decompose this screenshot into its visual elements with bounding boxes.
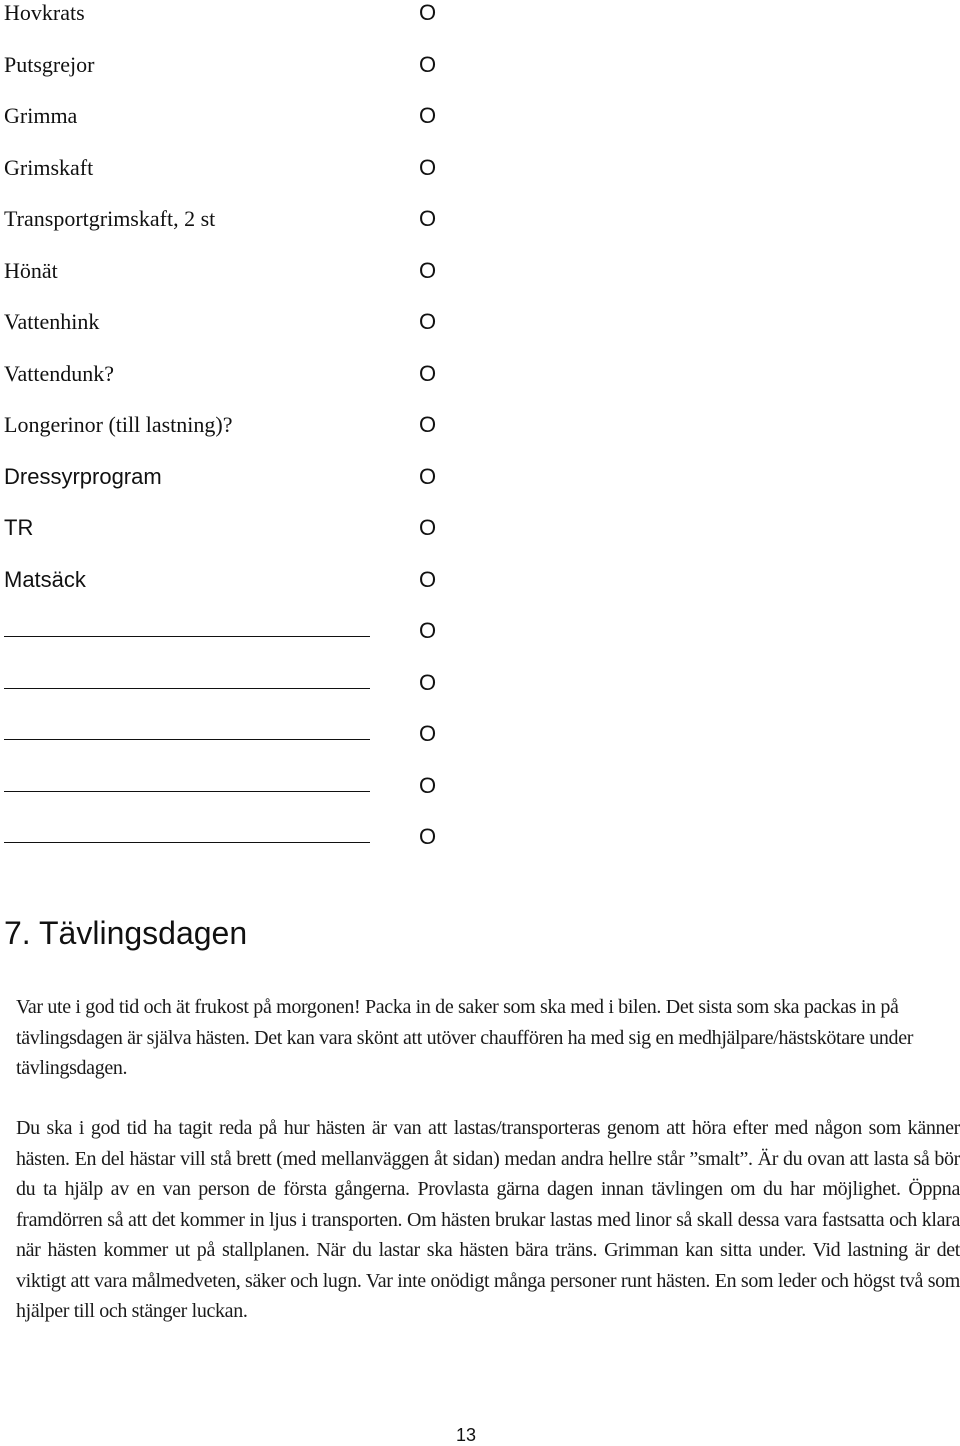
checkbox-circle[interactable]: O: [419, 257, 437, 283]
checklist-item-label: TR: [4, 515, 34, 540]
checkbox-circle[interactable]: O: [419, 51, 437, 77]
checklist-row-longerinor: [0, 412, 960, 464]
checklist-row-hovkrats: [0, 0, 960, 52]
checklist-blank-row: [0, 824, 960, 876]
checklist-item-label: Grimma: [4, 103, 78, 128]
checklist-row-tr: [0, 515, 960, 567]
checkbox-circle[interactable]: O: [419, 360, 437, 386]
checkbox-circle[interactable]: O: [419, 206, 437, 231]
checkbox-circle[interactable]: O: [419, 772, 437, 798]
checklist-row-vattendunk: [0, 361, 960, 413]
checklist-item-label: Vattendunk?: [4, 360, 114, 386]
blank-fill-in-line[interactable]: [4, 688, 370, 689]
checkbox-circle[interactable]: O: [419, 515, 437, 540]
blank-fill-in-line[interactable]: [4, 791, 370, 792]
page-number: 13: [455, 1425, 477, 1445]
checkbox-circle[interactable]: O: [419, 824, 437, 849]
body-paragraph: Var ute i god tid och ät frukost på morgonen! Packa in de saker som ska med i bilen. Det sista som ska packas in på tävlingsdagen är själva hästen. Det kan vara skönt att utöver chauffören ha med sig en medhjälpare/hästskötare under tävlingsdagen.: [16, 996, 914, 1079]
checklist-item-label: Longerinor (till lastning)?: [4, 412, 233, 437]
checklist-blank-row: [0, 618, 960, 670]
checklist-item-label: Matsäck: [4, 566, 86, 592]
checklist-item-label: Vattenhink: [4, 309, 100, 334]
checkbox-circle[interactable]: O: [419, 309, 437, 334]
section-heading: 7. Tävlingsdagen: [4, 915, 248, 951]
checklist-item-label: Hovkrats: [4, 0, 85, 25]
checkbox-circle[interactable]: O: [419, 412, 437, 437]
checkbox-circle[interactable]: O: [419, 463, 437, 489]
checklist-blank-row: [0, 721, 960, 773]
checklist-row-dressyrprogram: [0, 464, 960, 516]
checkbox-circle[interactable]: O: [419, 0, 437, 25]
checkbox-circle[interactable]: O: [419, 103, 437, 128]
checklist-row-honat: [0, 258, 960, 310]
checklist-row-matsack: [0, 567, 960, 619]
checkbox-circle[interactable]: O: [419, 669, 437, 695]
blank-fill-in-line[interactable]: [4, 636, 370, 637]
checklist-row-transportgrimskaft: [0, 206, 960, 258]
checkbox-circle[interactable]: O: [419, 566, 437, 592]
blank-fill-in-line[interactable]: [4, 842, 370, 843]
checklist-row-vattenhink: [0, 309, 960, 361]
blank-fill-in-line[interactable]: [4, 739, 370, 740]
body-paragraph: Du ska i god tid ha tagit reda på hur hästen är van att lastas/transporteras genom att höra efter med någon som känner hästen. En del hästar vill stå brett (med mellanväggen åt sidan) medan andra hellre står ”smalt”. Är du ovan att lasta så bör du ta hjälp av en van person de första gångerna. Provlasta gärna dagen innan tävlingen om du har möjlighet. Öppna framdörren så att det kommer in ljus i transporten. Om hästen brukar lastas med linor så skall dessa vara fastsatta och klara när hästen kommer ut på stallplanen. När du lastar ska hästen bära träns. Grimman kan sitta under. Vid lastning är det viktigt att vara målmedveten, säker och lugn. Var inte onödigt många personer runt hästen. En som leder och högst två som hjälper till och stänger luckan.: [16, 1117, 960, 1322]
checklist-blank-row: [0, 670, 960, 722]
checklist-item-label: Hönät: [4, 257, 58, 283]
checkbox-circle[interactable]: O: [419, 154, 437, 180]
checklist-item-label: Putsgrejor: [4, 51, 95, 77]
checklist-row-putsgrejor: [0, 52, 960, 104]
checklist-item-label: Grimskaft: [4, 154, 94, 180]
checkbox-circle[interactable]: O: [419, 618, 437, 643]
checklist-blank-row: [0, 773, 960, 825]
checklist-row-grimskaft: [0, 155, 960, 207]
checklist-item-label: Transportgrimskaft, 2 st: [4, 206, 216, 231]
checkbox-circle[interactable]: O: [419, 721, 437, 746]
checklist-item-label: Dressyrprogram: [4, 463, 162, 489]
checklist-row-grimma: [0, 103, 960, 155]
